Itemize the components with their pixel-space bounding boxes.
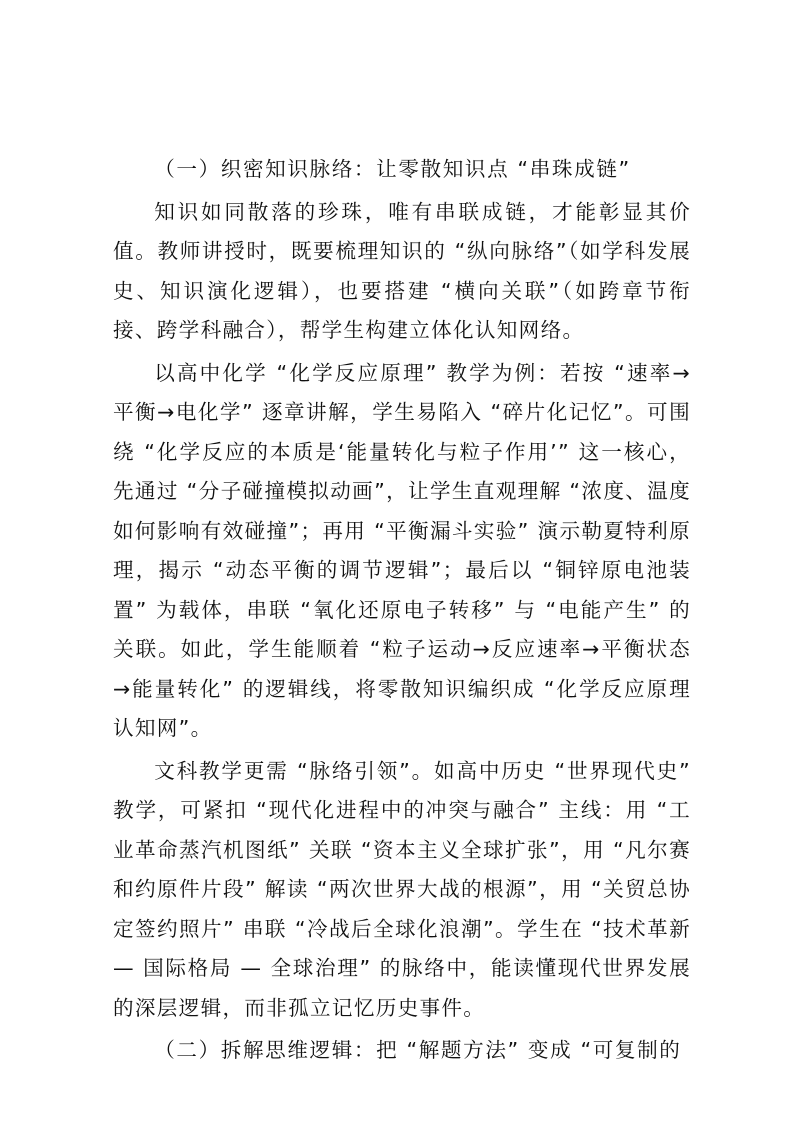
paragraph-history-example: 文科教学更需 “脉络引领”。如高中历史 “世界现代史” 教学，可紧扣 “现代化进程中的冲突与融合” 主线：用 “工业革命蒸汽机图纸” 关联 “资本主义全球扩张”，用 “凡尔赛和约原件片段” 解读 “两次世界大战的根源”，用 “关贸总协定签约照片” 串联 “冷战后全球化浪潮”。学生在 “技术革新 — 国际格局 — 全球治理” 的脉络中，能读懂现代世界发展的深层逻辑，而非孤立记忆历史事件。 (113, 758, 691, 1020)
section-heading-2: （二）拆解思维逻辑：把 “解题方法” 变成 “可复制的 (154, 1038, 682, 1062)
paragraph-knowledge-chain: 知识如同散落的珍珠，唯有串联成链，才能彰显其价值。教师讲授时，既要梳理知识的 “纵向脉络”（如学科发展史、知识演化逻辑），也要搭建 “横向关联”（如跨章节衔接、跨学科融合），帮学生构建立体化认知网络。 (113, 199, 691, 342)
section-heading-1: （一）织密知识脉络：让零散知识点 “串珠成链” (154, 157, 631, 181)
document-page (113, 150, 691, 1074)
paragraph-chemistry-example: 以高中化学 “化学反应原理” 教学为例：若按 “速率→平衡→电化学” 逐章讲解，学生易陷入 “碎片化记忆”。可围绕 “化学反应的本质是‘能量转化与粒子作用’” 这一核心，先通过 “分子碰撞模拟动画”，让学生直观理解 “浓度、温度如何影响有效碰撞”；再用 “平衡漏斗实验” 演示勒夏特利原理，揭示 “动态平衡的调节逻辑”；最后以 “铜锌原电池装置” 为载体，串联 “氧化还原电子转移” 与 “电能产生” 的关联。如此，学生能顺着 “粒子运动→反应速率→平衡状态→能量转化” 的逻辑线，将零散知识编织成 “化学反应原理认知网”。 (113, 360, 691, 740)
